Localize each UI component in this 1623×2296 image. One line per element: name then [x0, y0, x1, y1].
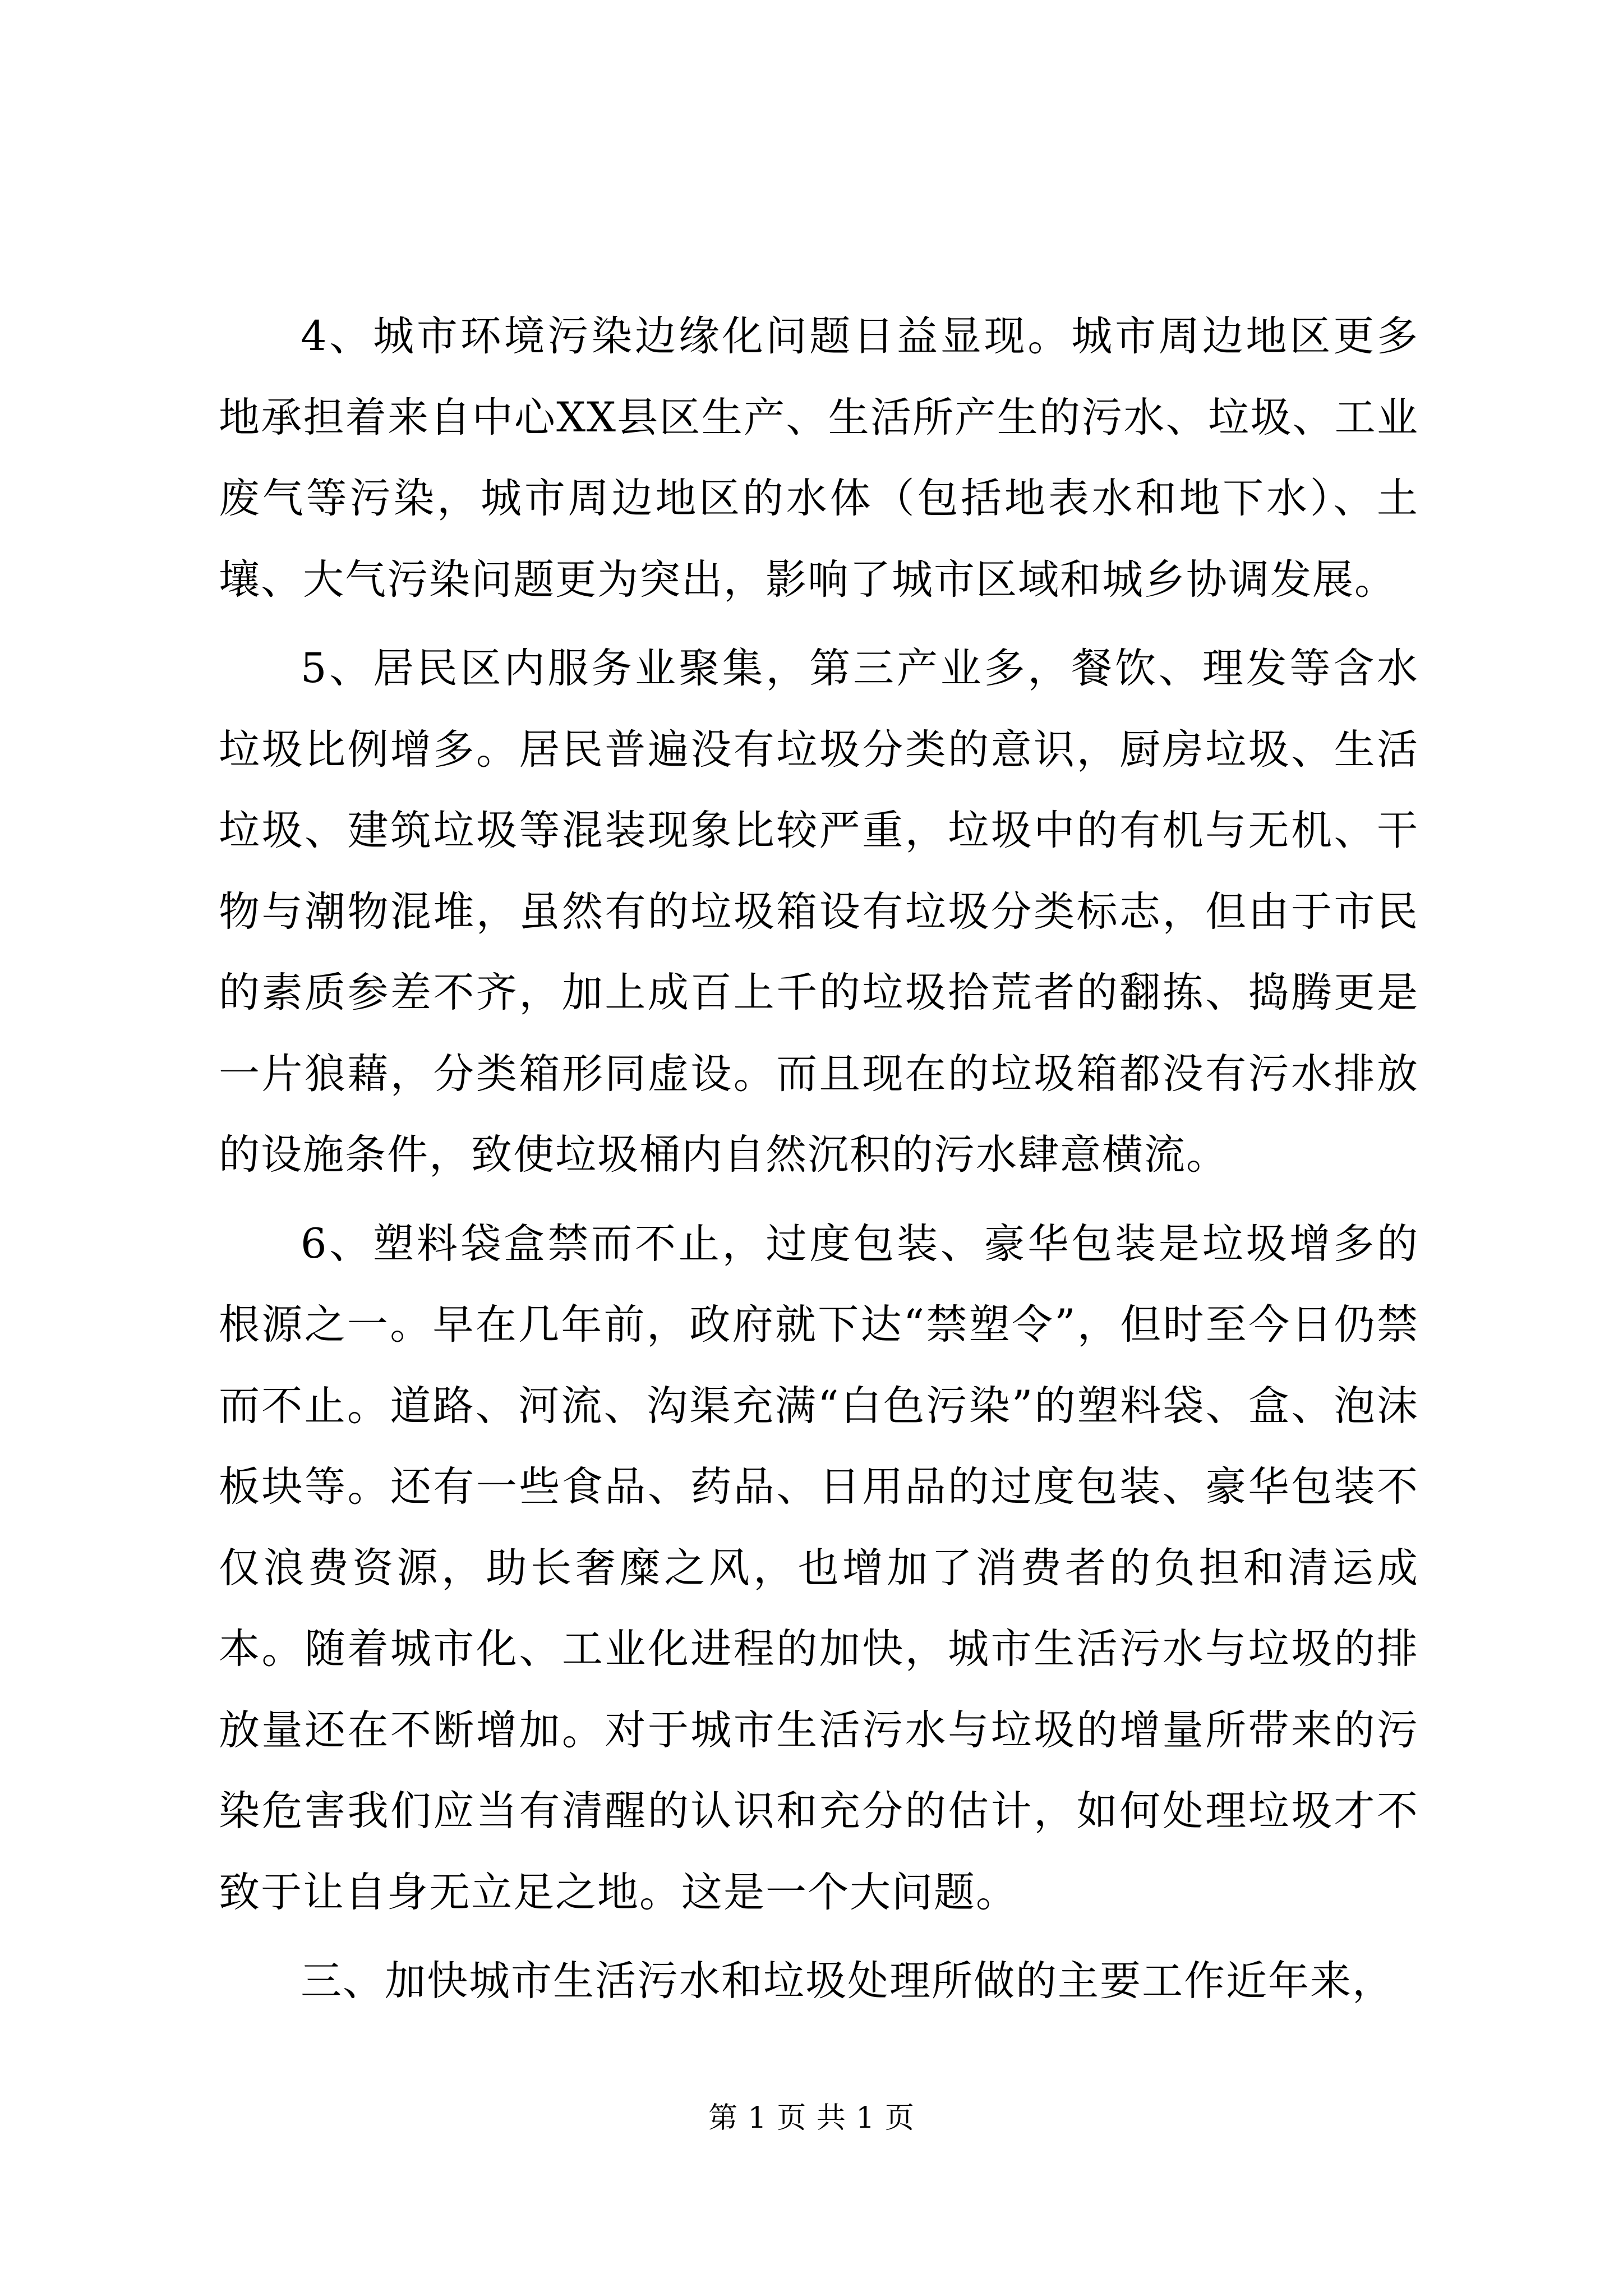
document-body [219, 296, 1419, 2022]
paragraph-item-4: 4、城市环境污染边缘化问题日益显现。城市周边地区更多地承担着来自中心XX县区生产、生活所产生的污水、垃圾、工业废气等污染，城市周边地区的水体（包括地表水和地下水）、土壤、大气污染问题更为突出，影响了城市区域和城乡协调发展。 [219, 312, 1419, 604]
section-heading-three: 三、加快城市生活污水和垃圾处理所做的主要工作近年来， [301, 1957, 1394, 2005]
paragraph-item-5: 5、居民区内服务业聚集，第三产业多，餐饮、理发等含水垃圾比例增多。居民普遍没有垃圾分类的意识，厨房垃圾、生活垃圾、建筑垃圾等混装现象比较严重，垃圾中的有机与无机、干物与潮物混堆，虽然有的垃圾箱设有垃圾分类标志，但由于市民的素质参差不齐，加上成百上千的垃圾拾荒者的翻拣、捣腾更是一片狼藉，分类箱形同虚设。而且现在的垃圾箱都没有污水排放的设施条件，致使垃圾桶内自然沉积的污水肆意横流。 [219, 645, 1419, 1179]
paragraph-item-6: 6、塑料袋盒禁而不止，过度包装、豪华包装是垃圾增多的根源之一。早在几年前，政府就下达“禁塑令”，但时至今日仍禁而不止。道路、河流、沟渠充满“白色污染”的塑料袋、盒、泡沫板块等。还有一些食品、药品、日用品的过度包装、豪华包装不仅浪费资源，助长奢糜之风，也增加了消费者的负担和清运成本。随着城市化、工业化进程的加快，城市生活污水与垃圾的排放量还在不断增加。对于城市生活污水与垃圾的增量所带来的污染危害我们应当有清醒的认识和充分的估计，如何处理垃圾才不致于让自身无立足之地。这是一个大问题。 [219, 1220, 1419, 1916]
page-footer: 第 1 页 共 1 页 [708, 2101, 915, 2135]
